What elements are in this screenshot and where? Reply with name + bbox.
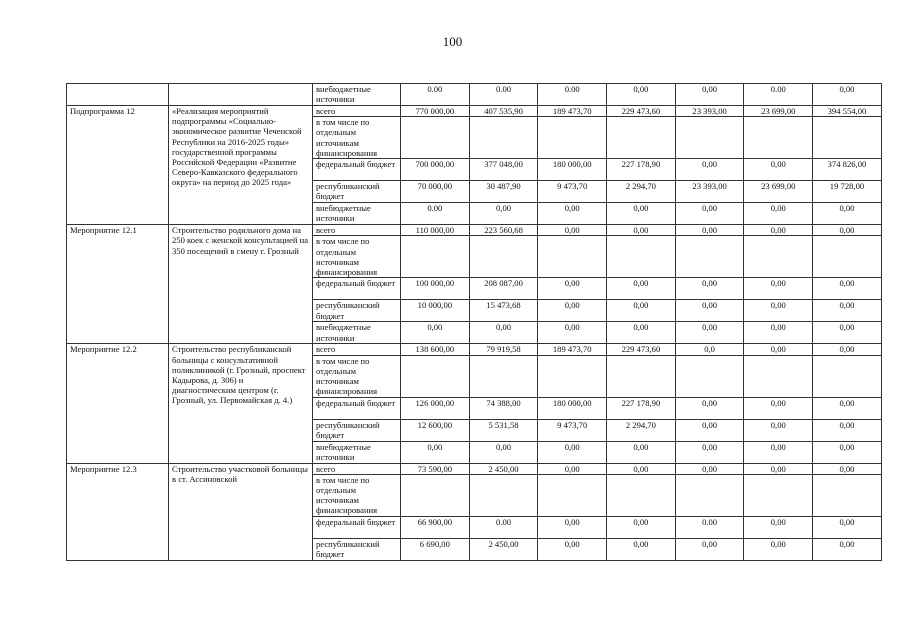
funding-source: в том числе по отдельным источникам финансирования <box>313 355 401 397</box>
amount-cell: 0,00 <box>607 278 676 300</box>
amount-cell: 377 048,00 <box>469 159 538 181</box>
amount-cell: 0,00 <box>813 463 882 474</box>
amount-cell: 0,00 <box>813 419 882 441</box>
amount-cell: 0,00 <box>469 322 538 344</box>
amount-cell: 2 450,00 <box>469 538 538 560</box>
amount-cell: 0,00 <box>744 344 813 355</box>
amount-cell <box>401 117 470 159</box>
amount-cell <box>675 474 744 516</box>
amount-cell <box>538 117 607 159</box>
amount-cell: 180 000,00 <box>538 159 607 181</box>
amount-cell: 189 473,70 <box>538 344 607 355</box>
amount-cell: 73 590,00 <box>401 463 470 474</box>
amount-cell: 0,00 <box>744 419 813 441</box>
funding-source: всего <box>313 463 401 474</box>
amount-cell: 0,00 <box>607 538 676 560</box>
amount-cell: 0,00 <box>744 225 813 236</box>
table-row <box>67 344 882 355</box>
amount-cell: 0,00 <box>813 441 882 463</box>
amount-cell: 0,00 <box>813 203 882 225</box>
amount-cell: 0,00 <box>469 203 538 225</box>
funding-source: всего <box>313 225 401 236</box>
amount-cell: 9 473,70 <box>538 419 607 441</box>
amount-cell <box>401 355 470 397</box>
amount-cell: 0,00 <box>813 516 882 538</box>
amount-cell: 19 728,00 <box>813 181 882 203</box>
amount-cell: 0,00 <box>538 322 607 344</box>
amount-cell: 0,00 <box>675 300 744 322</box>
amount-cell: 12 600,00 <box>401 419 470 441</box>
program-label: Мероприятие 12.2 <box>67 344 169 463</box>
amount-cell: 0,00 <box>675 538 744 560</box>
amount-cell: 0,00 <box>607 225 676 236</box>
amount-cell: 0.00 <box>675 516 744 538</box>
amount-cell: 374 826,00 <box>813 159 882 181</box>
funding-source: в том числе по отдельным источникам финансирования <box>313 117 401 159</box>
table-row <box>67 225 882 236</box>
amount-cell: 0,00 <box>607 441 676 463</box>
amount-cell: 10 000,00 <box>401 300 470 322</box>
amount-cell: 5 531,58 <box>469 419 538 441</box>
amount-cell: 0,00 <box>607 322 676 344</box>
amount-cell: 2 294,70 <box>607 181 676 203</box>
amount-cell: 0,00 <box>744 441 813 463</box>
amount-cell: 0,00 <box>538 516 607 538</box>
amount-cell: 0,00 <box>538 441 607 463</box>
funding-source: внебюджетные источники <box>313 322 401 344</box>
funding-source: в том числе по отдельным источникам финансирования <box>313 236 401 278</box>
amount-cell: 223 560,68 <box>469 225 538 236</box>
amount-cell: 700 000,00 <box>401 159 470 181</box>
amount-cell: 0,00 <box>675 225 744 236</box>
amount-cell: 0,00 <box>744 203 813 225</box>
funding-source: внебюджетные источники <box>313 84 401 106</box>
amount-cell: 0,00 <box>675 278 744 300</box>
amount-cell: 66 900,00 <box>401 516 470 538</box>
table-row <box>67 106 882 117</box>
amount-cell: 138 600,00 <box>401 344 470 355</box>
amount-cell <box>607 117 676 159</box>
amount-cell: 0,00 <box>607 516 676 538</box>
program-title: Строительство участковой больницы в ст. Ассиновской <box>169 463 313 560</box>
budget-table <box>66 83 882 561</box>
amount-cell <box>469 355 538 397</box>
amount-cell: 0.00 <box>469 84 538 106</box>
amount-cell: 0,00 <box>744 397 813 419</box>
amount-cell: 2 294,70 <box>607 419 676 441</box>
amount-cell <box>813 117 882 159</box>
funding-source: республиканский бюджет <box>313 181 401 203</box>
amount-cell: 15 473,68 <box>469 300 538 322</box>
funding-source: федеральный бюджет <box>313 516 401 538</box>
amount-cell: 0,00 <box>401 441 470 463</box>
program-label: Мероприятие 12.1 <box>67 225 169 344</box>
funding-source: федеральный бюджет <box>313 159 401 181</box>
amount-cell: 0,00 <box>607 300 676 322</box>
amount-cell: 126 000,00 <box>401 397 470 419</box>
amount-cell <box>744 474 813 516</box>
amount-cell: 79 919,58 <box>469 344 538 355</box>
amount-cell: 208 087,00 <box>469 278 538 300</box>
amount-cell: 110 000,00 <box>401 225 470 236</box>
table-row <box>67 84 882 106</box>
amount-cell: 0,00 <box>538 463 607 474</box>
amount-cell <box>744 117 813 159</box>
table-body <box>67 84 882 561</box>
amount-cell: 0,00 <box>607 463 676 474</box>
amount-cell: 0,00 <box>744 538 813 560</box>
amount-cell: 0,00 <box>744 516 813 538</box>
amount-cell: 0,00 <box>538 278 607 300</box>
program-label <box>67 84 169 106</box>
amount-cell: 770 000,00 <box>401 106 470 117</box>
amount-cell <box>538 236 607 278</box>
amount-cell: 0,00 <box>607 84 676 106</box>
program-title <box>169 84 313 106</box>
amount-cell <box>744 236 813 278</box>
amount-cell: 0,00 <box>675 322 744 344</box>
amount-cell: 30 487,90 <box>469 181 538 203</box>
amount-cell: 0,00 <box>469 441 538 463</box>
amount-cell: 189 473,70 <box>538 106 607 117</box>
amount-cell: 0,00 <box>401 322 470 344</box>
page-number: 100 <box>442 34 463 49</box>
amount-cell: 227 178,90 <box>607 397 676 419</box>
funding-source: внебюджетные источники <box>313 203 401 225</box>
amount-cell <box>538 474 607 516</box>
amount-cell: 229 473,60 <box>607 344 676 355</box>
amount-cell <box>607 236 676 278</box>
amount-cell: 0,00 <box>813 322 882 344</box>
amount-cell: 0,00 <box>675 397 744 419</box>
funding-source: республиканский бюджет <box>313 419 401 441</box>
amount-cell: 0.00 <box>401 203 470 225</box>
amount-cell: 0,00 <box>744 300 813 322</box>
funding-source: в том числе по отдельным источникам финансирования <box>313 474 401 516</box>
amount-cell: 2 450,00 <box>469 463 538 474</box>
amount-cell <box>469 474 538 516</box>
amount-cell: 0,00 <box>813 397 882 419</box>
program-title: Строительство республиканской больницы с консультативной поликлиникой (г. Грозный, проспект Кадырова, д. 306) и диагностическим центром (г. Грозный, ул. Первомайская д. 4.) <box>169 344 313 463</box>
amount-cell: 23 393,00 <box>675 181 744 203</box>
amount-cell: 227 178,90 <box>607 159 676 181</box>
amount-cell: 23 393,00 <box>675 106 744 117</box>
amount-cell: 0,00 <box>675 463 744 474</box>
amount-cell <box>744 355 813 397</box>
funding-source: республиканский бюджет <box>313 538 401 560</box>
amount-cell: 74 388,00 <box>469 397 538 419</box>
funding-source: всего <box>313 344 401 355</box>
amount-cell: 0,00 <box>675 203 744 225</box>
funding-source: всего <box>313 106 401 117</box>
amount-cell: 0,00 <box>538 203 607 225</box>
amount-cell: 0,00 <box>675 84 744 106</box>
amount-cell <box>813 355 882 397</box>
amount-cell: 0,00 <box>744 159 813 181</box>
amount-cell <box>813 474 882 516</box>
amount-cell: 6 690,00 <box>401 538 470 560</box>
amount-cell <box>469 117 538 159</box>
amount-cell: 180 000,00 <box>538 397 607 419</box>
program-title: «Реализация мероприятий подпрограммы «Социально-экономическое развитие Чеченской Республики на 2016-2025 годы» государственной программы Российской Федерации «Развитие Северо-Кавказского федерального округа» на период до 2025 года» <box>169 106 313 225</box>
funding-source: республиканский бюджет <box>313 300 401 322</box>
amount-cell: 0,00 <box>538 225 607 236</box>
amount-cell: 0.00 <box>469 516 538 538</box>
amount-cell: 70 000,00 <box>401 181 470 203</box>
program-title: Строительство родильного дома на 250 коек с женской консультацией на 350 посещений в смену г. Грозный <box>169 225 313 344</box>
amount-cell <box>401 236 470 278</box>
amount-cell: 0.00 <box>744 84 813 106</box>
amount-cell: 0,00 <box>813 225 882 236</box>
amount-cell: 0,00 <box>744 278 813 300</box>
funding-source: федеральный бюджет <box>313 278 401 300</box>
amount-cell: 0.00 <box>401 84 470 106</box>
amount-cell: 0,00 <box>675 159 744 181</box>
funding-source: внебюджетные источники <box>313 441 401 463</box>
amount-cell: 100 000,00 <box>401 278 470 300</box>
amount-cell: 23 699,00 <box>744 106 813 117</box>
amount-cell: 0,00 <box>538 538 607 560</box>
amount-cell: 407 535,90 <box>469 106 538 117</box>
amount-cell: 23 699,00 <box>744 181 813 203</box>
amount-cell: 0,00 <box>813 278 882 300</box>
amount-cell <box>401 474 470 516</box>
amount-cell: 0,0 <box>675 344 744 355</box>
table-row <box>67 463 882 474</box>
amount-cell <box>469 236 538 278</box>
amount-cell: 0,00 <box>813 538 882 560</box>
amount-cell <box>675 236 744 278</box>
amount-cell <box>607 474 676 516</box>
amount-cell: 229 473,60 <box>607 106 676 117</box>
amount-cell <box>607 355 676 397</box>
amount-cell: 0,00 <box>813 344 882 355</box>
amount-cell <box>675 117 744 159</box>
amount-cell <box>538 355 607 397</box>
program-label: Подпрограмма 12 <box>67 106 169 225</box>
amount-cell: 0,00 <box>675 441 744 463</box>
funding-source: федеральный бюджет <box>313 397 401 419</box>
amount-cell: 0,00 <box>744 322 813 344</box>
amount-cell: 0.00 <box>538 84 607 106</box>
amount-cell: 0,00 <box>744 463 813 474</box>
amount-cell <box>675 355 744 397</box>
amount-cell: 0,00 <box>813 84 882 106</box>
amount-cell: 9 473,70 <box>538 181 607 203</box>
amount-cell: 394 554,00 <box>813 106 882 117</box>
amount-cell: 0,00 <box>607 203 676 225</box>
amount-cell: 0,00 <box>675 419 744 441</box>
amount-cell: 0,00 <box>538 300 607 322</box>
amount-cell: 0,00 <box>813 300 882 322</box>
amount-cell <box>813 236 882 278</box>
program-label: Мероприятие 12.3 <box>67 463 169 560</box>
